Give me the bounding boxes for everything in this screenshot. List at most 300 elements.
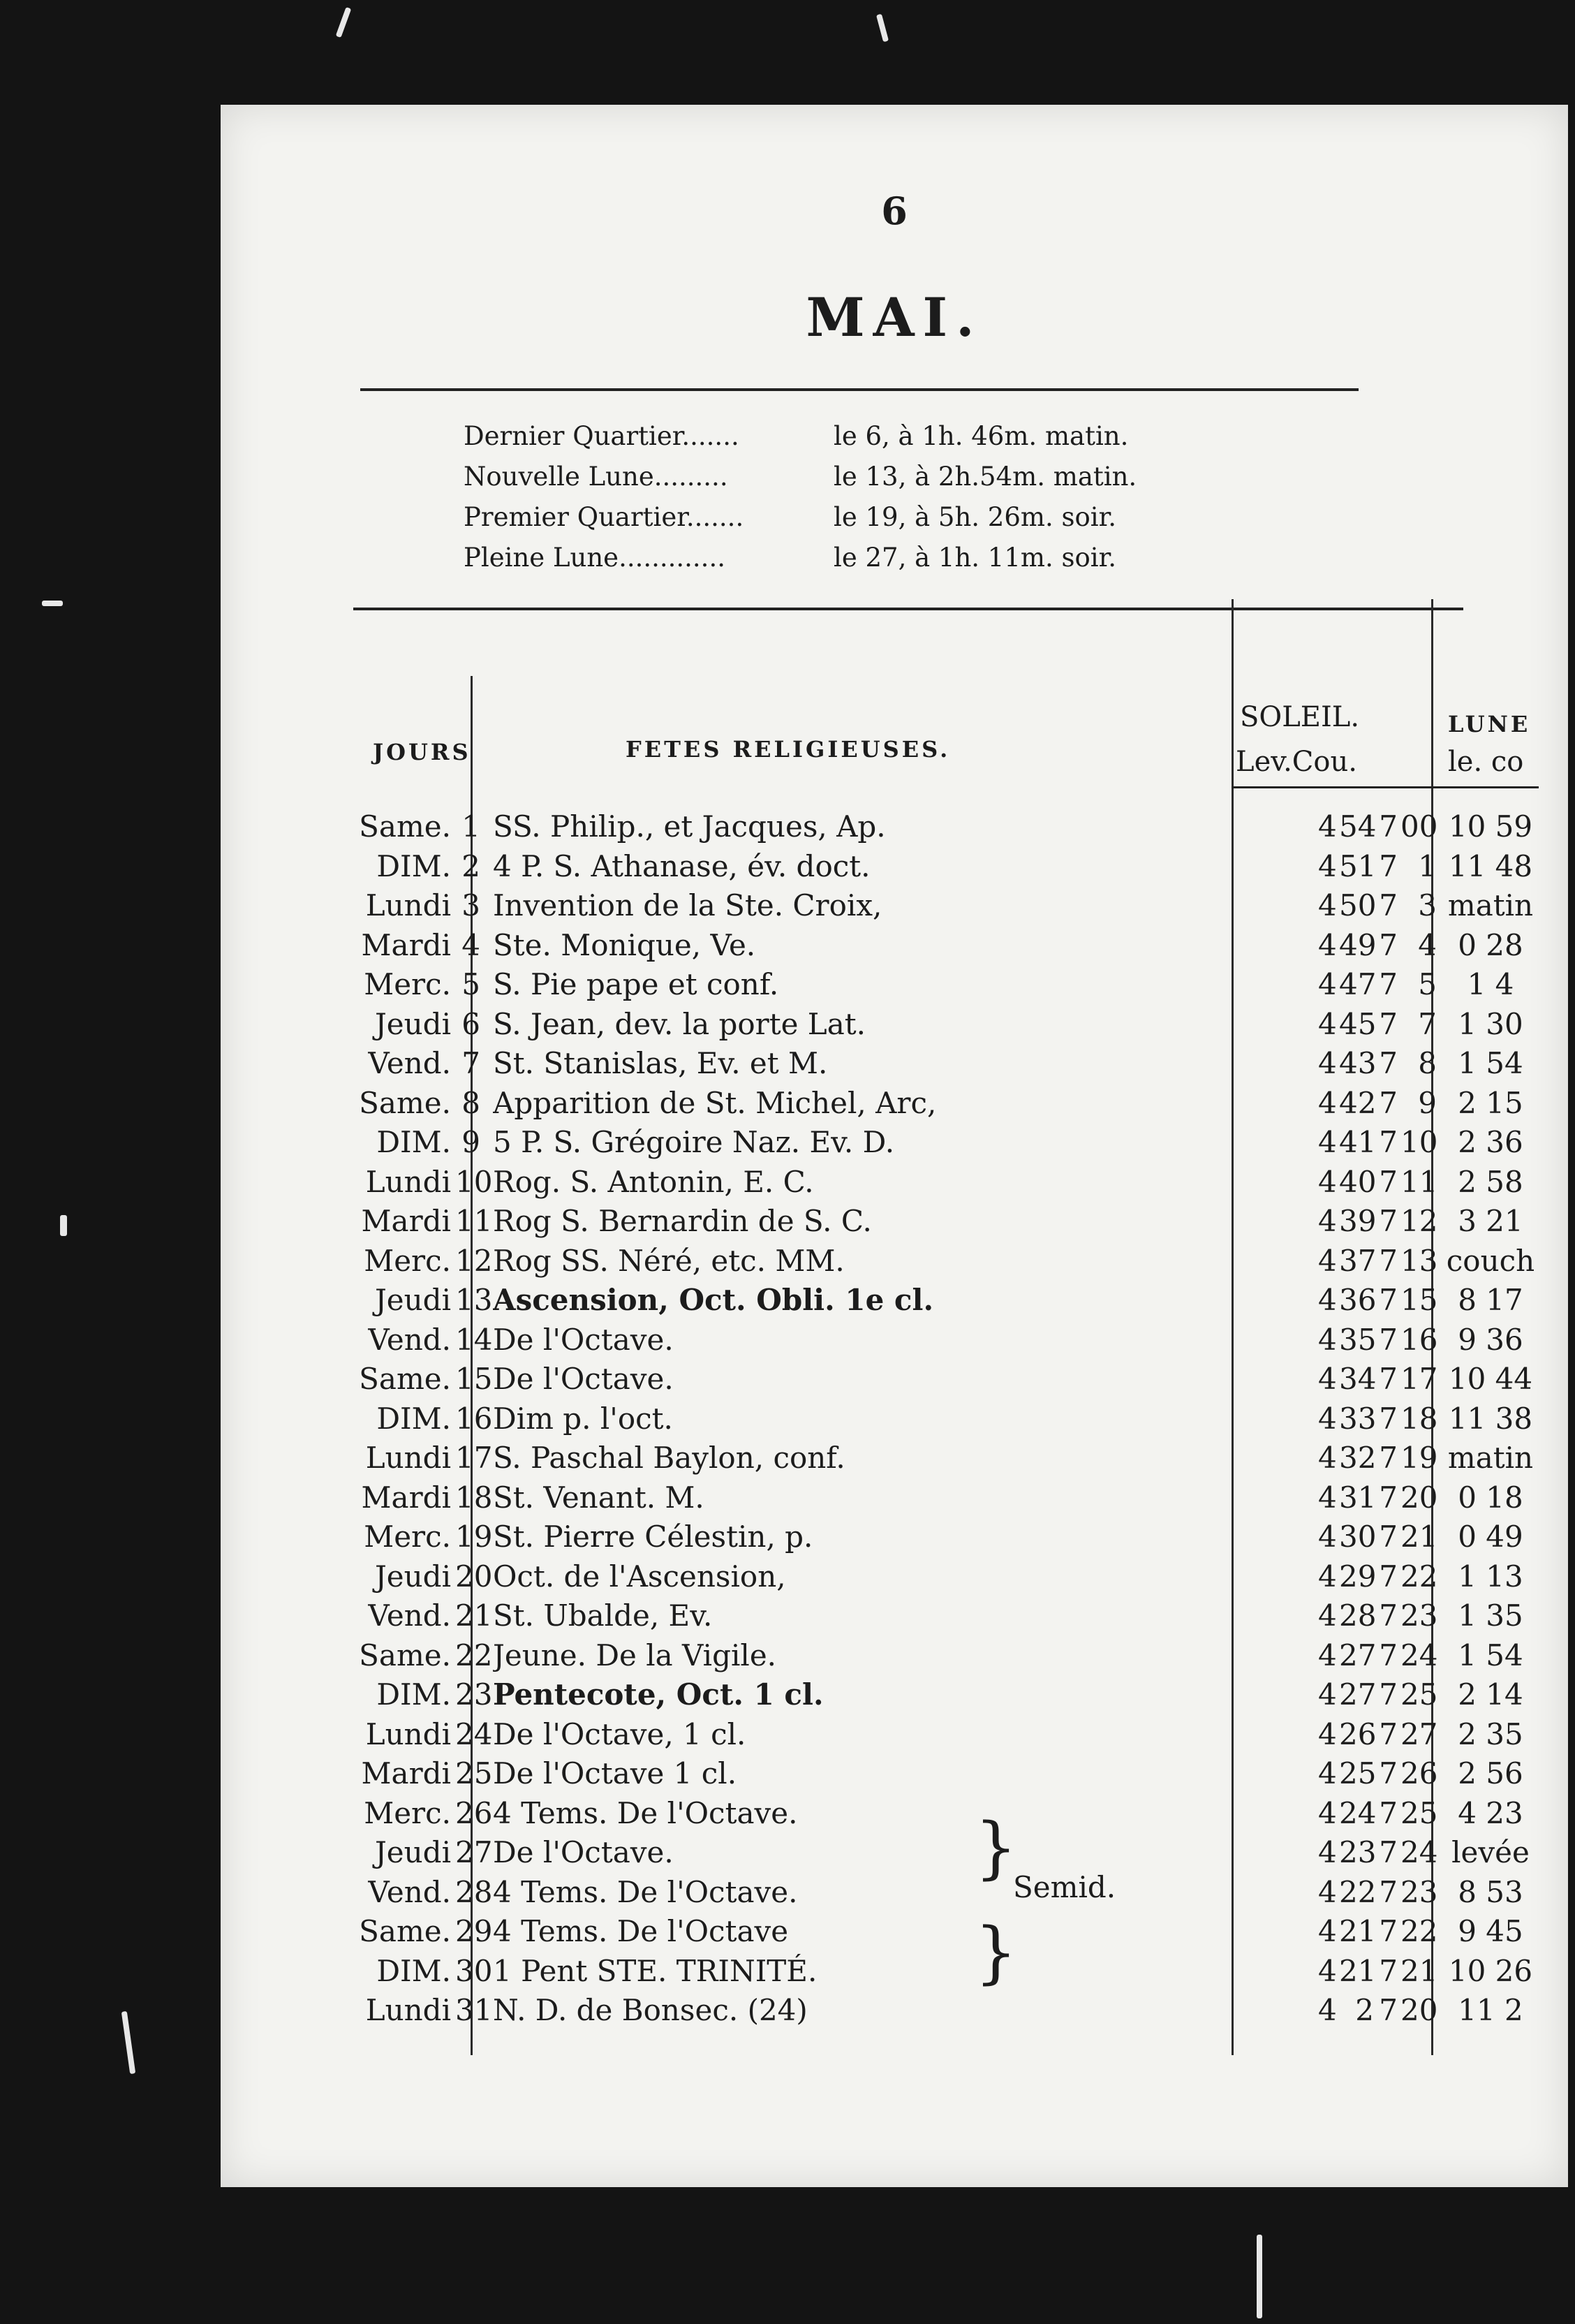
row-sunrise-minute: 30 xyxy=(1339,1520,1377,1554)
row-sunrise-hour: 4 xyxy=(1318,1795,1337,1830)
row-weekday: Jeudi xyxy=(374,1283,451,1317)
row-weekday: DIM. xyxy=(376,1125,451,1159)
row-sunrise-minute: 50 xyxy=(1339,888,1377,922)
row-day-number: 12 xyxy=(455,1243,493,1278)
row-sunrise-minute: 34 xyxy=(1339,1362,1377,1396)
row-sunrise-minute: 54 xyxy=(1339,809,1377,844)
header-rule xyxy=(1232,786,1539,788)
table-row xyxy=(353,1399,1540,1439)
row-weekday: Same. xyxy=(359,809,451,844)
moon-phase xyxy=(464,416,1137,457)
row-day-number: 16 xyxy=(455,1401,493,1436)
table-row xyxy=(353,1321,1540,1360)
row-moon-time: levée xyxy=(1451,1835,1530,1869)
row-sunrise-hour: 4 xyxy=(1318,1362,1337,1396)
row-day-number: 20 xyxy=(455,1559,493,1594)
row-feast: 5 P. S. Grégoire Naz. Ev. D. xyxy=(493,1125,895,1159)
row-sunrise-hour: 4 xyxy=(1318,1874,1337,1909)
row-moon-time: 2 58 xyxy=(1458,1164,1523,1199)
row-sunset-hour: 7 xyxy=(1379,1756,1398,1790)
row-moon-time: 2 15 xyxy=(1458,1085,1523,1120)
row-sunrise-hour: 4 xyxy=(1318,1559,1337,1594)
row-sunset-minute: 17 xyxy=(1400,1362,1438,1396)
row-sunrise-minute: 23 xyxy=(1339,1835,1377,1869)
row-sunset-minute: 8 xyxy=(1418,1046,1437,1080)
row-sunrise-hour: 4 xyxy=(1318,848,1337,883)
almanac-page xyxy=(221,105,1568,2187)
table-row xyxy=(353,1360,1540,1399)
row-day-number: 13 xyxy=(455,1283,493,1317)
row-sunset-hour: 7 xyxy=(1379,1362,1398,1396)
row-sunset-minute: 24 xyxy=(1400,1638,1438,1672)
row-feast: Pentecote, Oct. 1 cl. xyxy=(493,1677,824,1712)
row-feast: 4 Tems. De l'Octave. xyxy=(493,1795,798,1830)
row-feast: S. Paschal Baylon, conf. xyxy=(493,1441,845,1475)
row-sunrise-minute: 2 xyxy=(1355,1993,1374,2027)
row-moon-time: 10 44 xyxy=(1448,1362,1533,1396)
row-feast: Rog. S. Antonin, E. C. xyxy=(493,1164,814,1199)
row-sunrise-hour: 4 xyxy=(1318,1993,1337,2027)
moon-phase-date: le 13, à 2h.54m. matin. xyxy=(834,462,1137,492)
moon-phase-name: Nouvelle Lune......... xyxy=(464,462,728,492)
row-day-number: 21 xyxy=(455,1598,493,1633)
row-sunset-hour: 7 xyxy=(1379,1204,1398,1238)
row-feast: S. Jean, dev. la porte Lat. xyxy=(493,1006,866,1041)
row-weekday: Same. xyxy=(359,1638,451,1672)
row-feast: De l'Octave. xyxy=(493,1835,674,1869)
row-sunset-minute: 24 xyxy=(1400,1835,1438,1869)
row-weekday: Lundi xyxy=(365,1164,451,1199)
table-row xyxy=(353,1952,1540,1992)
row-moon-time: 11 48 xyxy=(1448,848,1533,883)
row-sunset-minute: 00 xyxy=(1400,809,1438,844)
row-sunset-hour: 7 xyxy=(1379,1559,1398,1594)
row-feast: SS. Philip., et Jacques, Ap. xyxy=(493,809,886,844)
row-day-number: 30 xyxy=(455,1953,493,1988)
row-day-number: 7 xyxy=(461,1046,480,1080)
moon-phase-date: le 6, à 1h. 46m. matin. xyxy=(834,421,1129,451)
table-row xyxy=(353,926,1540,966)
row-sunset-minute: 19 xyxy=(1400,1441,1438,1475)
row-feast: 4 Tems. De l'Octave xyxy=(493,1914,789,1948)
row-weekday: Vend. xyxy=(368,1322,451,1357)
row-weekday: DIM. xyxy=(376,1953,451,1988)
row-sunset-minute: 12 xyxy=(1400,1204,1438,1238)
table-row xyxy=(353,1281,1540,1321)
row-feast: Ascension, Oct. Obli. 1e cl. xyxy=(493,1283,934,1317)
row-day-number: 26 xyxy=(455,1795,493,1830)
row-sunrise-minute: 25 xyxy=(1339,1756,1377,1790)
row-moon-time: matin xyxy=(1447,1441,1534,1475)
row-sunset-minute: 27 xyxy=(1400,1716,1438,1751)
row-day-number: 6 xyxy=(461,1006,480,1041)
row-sunset-hour: 7 xyxy=(1379,1322,1398,1357)
row-weekday: Mardi xyxy=(361,1204,451,1238)
scan-speck xyxy=(1257,2235,1262,2318)
row-feast: Rog S. Bernardin de S. C. xyxy=(493,1204,872,1238)
row-sunrise-hour: 4 xyxy=(1318,1756,1337,1790)
moon-phase-name: Pleine Lune............. xyxy=(464,543,725,573)
row-sunrise-hour: 4 xyxy=(1318,1243,1337,1278)
row-sunset-minute: 22 xyxy=(1400,1559,1438,1594)
row-weekday: Merc. xyxy=(364,1795,451,1830)
row-sunrise-minute: 32 xyxy=(1339,1441,1377,1475)
row-day-number: 25 xyxy=(455,1756,493,1790)
row-sunrise-minute: 21 xyxy=(1339,1914,1377,1948)
row-sunset-hour: 7 xyxy=(1379,1874,1398,1909)
row-day-number: 17 xyxy=(455,1441,493,1475)
row-day-number: 24 xyxy=(455,1716,493,1751)
row-sunrise-hour: 4 xyxy=(1318,1125,1337,1159)
row-day-number: 31 xyxy=(455,1993,493,2027)
row-weekday: Lundi xyxy=(365,1993,451,2027)
row-sunset-hour: 7 xyxy=(1379,1480,1398,1515)
table-row xyxy=(353,1833,1540,1873)
row-sunset-hour: 7 xyxy=(1379,809,1398,844)
row-sunset-minute: 23 xyxy=(1400,1598,1438,1633)
row-sunrise-minute: 26 xyxy=(1339,1716,1377,1751)
row-day-number: 4 xyxy=(461,927,480,962)
row-sunset-hour: 7 xyxy=(1379,1520,1398,1554)
row-sunrise-hour: 4 xyxy=(1318,1835,1337,1869)
row-sunset-minute: 1 xyxy=(1418,848,1437,883)
table-row xyxy=(353,886,1540,926)
row-weekday: Lundi xyxy=(365,1716,451,1751)
row-sunset-hour: 7 xyxy=(1379,848,1398,883)
row-moon-time: 1 35 xyxy=(1458,1598,1523,1633)
row-sunrise-minute: 29 xyxy=(1339,1559,1377,1594)
row-sunset-hour: 7 xyxy=(1379,1125,1398,1159)
row-sunset-hour: 7 xyxy=(1379,1085,1398,1120)
table-row xyxy=(353,1084,1540,1124)
row-sunset-hour: 7 xyxy=(1379,1677,1398,1712)
row-feast: 4 P. S. Athanase, év. doct. xyxy=(493,848,871,883)
row-sunrise-minute: 27 xyxy=(1339,1677,1377,1712)
table-row xyxy=(353,1991,1540,2031)
month-title: MAI. xyxy=(806,286,983,348)
row-day-number: 11 xyxy=(455,1204,493,1238)
row-sunrise-minute: 42 xyxy=(1339,1085,1377,1120)
row-sunset-minute: 21 xyxy=(1400,1520,1438,1554)
row-sunset-minute: 13 xyxy=(1400,1243,1438,1278)
row-sunset-hour: 7 xyxy=(1379,1441,1398,1475)
row-sunrise-hour: 4 xyxy=(1318,1520,1337,1554)
table-row xyxy=(353,1636,1540,1676)
row-sunrise-hour: 4 xyxy=(1318,1204,1337,1238)
row-sunset-hour: 7 xyxy=(1379,1993,1398,2027)
page-number: 6 xyxy=(881,189,908,233)
row-feast: 4 Tems. De l'Octave. xyxy=(493,1874,798,1909)
row-moon-time: 8 53 xyxy=(1458,1874,1523,1909)
row-sunset-hour: 7 xyxy=(1379,1401,1398,1436)
table-row xyxy=(353,1596,1540,1636)
table-row xyxy=(353,1005,1540,1045)
row-sunset-minute: 22 xyxy=(1400,1914,1438,1948)
row-weekday: Vend. xyxy=(368,1874,451,1909)
row-weekday: Vend. xyxy=(368,1046,451,1080)
row-day-number: 15 xyxy=(455,1362,493,1396)
row-sunset-minute: 20 xyxy=(1400,1480,1438,1515)
row-day-number: 3 xyxy=(461,888,480,922)
row-day-number: 28 xyxy=(455,1874,493,1909)
semid-label: Semid. xyxy=(1013,1870,1116,1904)
row-sunrise-hour: 4 xyxy=(1318,1006,1337,1041)
row-weekday: Vend. xyxy=(368,1598,451,1633)
calendar-table xyxy=(353,599,1540,2055)
row-weekday: Mardi xyxy=(361,927,451,962)
table-row xyxy=(353,1044,1540,1084)
row-moon-time: 3 21 xyxy=(1458,1204,1523,1238)
row-sunrise-hour: 4 xyxy=(1318,1953,1337,1988)
row-moon-time: 11 38 xyxy=(1448,1401,1533,1436)
row-sunrise-minute: 47 xyxy=(1339,967,1377,1001)
row-sunset-minute: 18 xyxy=(1400,1401,1438,1436)
table-row xyxy=(353,1439,1540,1478)
row-weekday: DIM. xyxy=(376,1401,451,1436)
row-moon-time: 0 49 xyxy=(1458,1520,1523,1554)
row-sunrise-minute: 31 xyxy=(1339,1480,1377,1515)
table-row xyxy=(353,1202,1540,1242)
row-sunset-hour: 7 xyxy=(1379,1598,1398,1633)
row-sunset-hour: 7 xyxy=(1379,1953,1398,1988)
row-weekday: Mardi xyxy=(361,1756,451,1790)
row-sunset-minute: 25 xyxy=(1400,1677,1438,1712)
scan-speck xyxy=(336,7,352,38)
header-lune-sub: le. co xyxy=(1448,746,1524,778)
row-weekday: DIM. xyxy=(376,848,451,883)
row-day-number: 8 xyxy=(461,1085,480,1120)
row-weekday: Jeudi xyxy=(374,1835,451,1869)
row-sunrise-minute: 33 xyxy=(1339,1401,1377,1436)
row-sunrise-hour: 4 xyxy=(1318,1480,1337,1515)
row-moon-time: 10 59 xyxy=(1448,809,1533,844)
header-lune: LUNE xyxy=(1448,711,1531,737)
row-moon-time: 2 36 xyxy=(1458,1125,1523,1159)
row-sunset-minute: 3 xyxy=(1418,888,1437,922)
table-row xyxy=(353,1912,1540,1952)
row-sunset-hour: 7 xyxy=(1379,927,1398,962)
row-sunrise-minute: 28 xyxy=(1339,1598,1377,1633)
row-feast: St. Pierre Célestin, p. xyxy=(493,1520,813,1554)
row-day-number: 14 xyxy=(455,1322,493,1357)
row-moon-time: 11 2 xyxy=(1458,1993,1523,2027)
octave-brace-bottom: } xyxy=(975,1913,1018,1992)
row-sunrise-hour: 4 xyxy=(1318,1046,1337,1080)
row-moon-time: matin xyxy=(1447,888,1534,922)
row-sunset-minute: 16 xyxy=(1400,1322,1438,1357)
row-weekday: Mardi xyxy=(361,1480,451,1515)
header-lev-cou: Lev.Cou. xyxy=(1236,746,1357,778)
row-day-number: 10 xyxy=(455,1164,493,1199)
row-sunrise-hour: 4 xyxy=(1318,1441,1337,1475)
row-weekday: Merc. xyxy=(364,967,451,1001)
row-moon-time: 10 26 xyxy=(1448,1953,1533,1988)
row-sunrise-minute: 35 xyxy=(1339,1322,1377,1357)
row-sunrise-hour: 4 xyxy=(1318,1914,1337,1948)
row-sunrise-hour: 4 xyxy=(1318,809,1337,844)
row-feast: Apparition de St. Michel, Arc, xyxy=(493,1085,937,1120)
table-row xyxy=(353,1675,1540,1715)
row-sunset-hour: 7 xyxy=(1379,1283,1398,1317)
row-sunset-hour: 7 xyxy=(1379,1795,1398,1830)
row-sunrise-minute: 37 xyxy=(1339,1243,1377,1278)
scan-speck xyxy=(60,1215,67,1236)
calendar-rows xyxy=(353,807,1540,2031)
row-day-number: 19 xyxy=(455,1520,493,1554)
row-sunrise-hour: 4 xyxy=(1318,1598,1337,1633)
row-sunset-minute: 4 xyxy=(1418,927,1437,962)
row-day-number: 9 xyxy=(461,1125,480,1159)
row-sunset-minute: 7 xyxy=(1418,1006,1437,1041)
row-feast: N. D. de Bonsec. (24) xyxy=(493,1993,808,2027)
row-moon-time: 4 23 xyxy=(1458,1795,1523,1830)
row-moon-time: 0 28 xyxy=(1458,927,1523,962)
table-row xyxy=(353,1517,1540,1557)
row-sunrise-minute: 39 xyxy=(1339,1204,1377,1238)
row-moon-time: couch xyxy=(1446,1243,1535,1278)
row-weekday: Same. xyxy=(359,1085,451,1120)
table-row xyxy=(353,1557,1540,1597)
row-sunrise-minute: 24 xyxy=(1339,1795,1377,1830)
row-sunrise-hour: 4 xyxy=(1318,1677,1337,1712)
row-moon-time: 8 17 xyxy=(1458,1283,1523,1317)
row-moon-time: 1 54 xyxy=(1458,1638,1523,1672)
row-sunset-minute: 5 xyxy=(1418,967,1437,1001)
row-sunset-minute: 10 xyxy=(1400,1125,1438,1159)
table-row xyxy=(353,1794,1540,1834)
row-feast: Dim p. l'oct. xyxy=(493,1401,673,1436)
row-sunset-minute: 11 xyxy=(1400,1164,1438,1199)
moon-phase-date: le 27, à 1h. 11m. soir. xyxy=(834,543,1116,573)
row-sunrise-minute: 27 xyxy=(1339,1638,1377,1672)
row-sunrise-minute: 40 xyxy=(1339,1164,1377,1199)
row-feast: Invention de la Ste. Croix, xyxy=(493,888,882,922)
row-sunset-hour: 7 xyxy=(1379,1164,1398,1199)
row-day-number: 1 xyxy=(461,809,480,844)
row-moon-time: 1 13 xyxy=(1458,1559,1523,1594)
row-day-number: 29 xyxy=(455,1914,493,1948)
row-sunset-minute: 20 xyxy=(1400,1993,1438,2027)
table-row xyxy=(353,807,1540,847)
row-sunset-hour: 7 xyxy=(1379,1006,1398,1041)
row-feast: Jeune. De la Vigile. xyxy=(493,1638,777,1672)
table-row xyxy=(353,1123,1540,1163)
row-weekday: DIM. xyxy=(376,1677,451,1712)
table-row xyxy=(353,1715,1540,1755)
row-sunset-minute: 25 xyxy=(1400,1795,1438,1830)
row-day-number: 27 xyxy=(455,1835,493,1869)
row-weekday: Lundi xyxy=(365,1441,451,1475)
table-row xyxy=(353,1478,1540,1518)
row-feast: Oct. de l'Ascension, xyxy=(493,1559,786,1594)
row-sunset-hour: 7 xyxy=(1379,1243,1398,1278)
row-sunrise-minute: 43 xyxy=(1339,1046,1377,1080)
row-sunset-hour: 7 xyxy=(1379,967,1398,1001)
row-feast: Ste. Monique, Ve. xyxy=(493,927,756,962)
row-weekday: Merc. xyxy=(364,1243,451,1278)
header-soleil: SOLEIL. xyxy=(1240,701,1360,733)
row-sunrise-minute: 22 xyxy=(1339,1874,1377,1909)
row-feast: St. Stanislas, Ev. et M. xyxy=(493,1046,828,1080)
row-feast: St. Ubalde, Ev. xyxy=(493,1598,713,1633)
row-sunset-hour: 7 xyxy=(1379,888,1398,922)
scan-speck xyxy=(121,2011,135,2074)
row-sunrise-hour: 4 xyxy=(1318,1164,1337,1199)
row-day-number: 23 xyxy=(455,1677,493,1712)
row-day-number: 22 xyxy=(455,1638,493,1672)
table-row xyxy=(353,847,1540,887)
row-sunrise-hour: 4 xyxy=(1318,1716,1337,1751)
row-feast: De l'Octave 1 cl. xyxy=(493,1756,737,1790)
row-sunset-hour: 7 xyxy=(1379,1716,1398,1751)
table-row xyxy=(353,1873,1540,1913)
row-sunrise-minute: 45 xyxy=(1339,1006,1377,1041)
row-feast: Rog SS. Néré, etc. MM. xyxy=(493,1243,845,1278)
row-sunset-hour: 7 xyxy=(1379,1914,1398,1948)
row-feast: 1 Pent STE. TRINITÉ. xyxy=(493,1953,818,1988)
row-weekday: Jeudi xyxy=(374,1006,451,1041)
title-rule xyxy=(360,388,1359,391)
row-moon-time: 1 30 xyxy=(1458,1006,1523,1041)
row-sunset-minute: 9 xyxy=(1418,1085,1437,1120)
row-moon-time: 1 4 xyxy=(1467,967,1514,1001)
row-weekday: Lundi xyxy=(365,888,451,922)
row-feast: De l'Octave, 1 cl. xyxy=(493,1716,746,1751)
row-weekday: Jeudi xyxy=(374,1559,451,1594)
row-sunset-minute: 23 xyxy=(1400,1874,1438,1909)
scan-speck xyxy=(876,14,889,43)
row-sunrise-hour: 4 xyxy=(1318,967,1337,1001)
header-fetes: FETES RELIGIEUSES. xyxy=(626,736,951,763)
row-day-number: 18 xyxy=(455,1480,493,1515)
row-moon-time: 0 18 xyxy=(1458,1480,1523,1515)
row-sunrise-minute: 41 xyxy=(1339,1125,1377,1159)
moon-phase xyxy=(464,497,1137,538)
row-sunset-minute: 26 xyxy=(1400,1756,1438,1790)
moon-phase xyxy=(464,538,1137,578)
row-sunset-minute: 21 xyxy=(1400,1953,1438,1988)
row-day-number: 2 xyxy=(461,848,480,883)
row-day-number: 5 xyxy=(461,967,480,1001)
row-sunrise-hour: 4 xyxy=(1318,1322,1337,1357)
row-weekday: Same. xyxy=(359,1914,451,1948)
row-sunrise-minute: 49 xyxy=(1339,927,1377,962)
row-sunrise-hour: 4 xyxy=(1318,1283,1337,1317)
moon-phase-name: Premier Quartier....... xyxy=(464,502,744,532)
row-moon-time: 2 56 xyxy=(1458,1756,1523,1790)
table-row xyxy=(353,1163,1540,1203)
scan-speck xyxy=(42,601,63,606)
row-feast: St. Venant. M. xyxy=(493,1480,704,1515)
row-sunset-hour: 7 xyxy=(1379,1638,1398,1672)
row-sunrise-minute: 21 xyxy=(1339,1953,1377,1988)
row-sunrise-hour: 4 xyxy=(1318,1638,1337,1672)
row-sunrise-hour: 4 xyxy=(1318,1085,1337,1120)
moon-phases-list xyxy=(464,416,1137,578)
row-feast: De l'Octave. xyxy=(493,1322,674,1357)
row-sunrise-hour: 4 xyxy=(1318,888,1337,922)
row-moon-time: 2 35 xyxy=(1458,1716,1523,1751)
row-sunset-hour: 7 xyxy=(1379,1046,1398,1080)
row-weekday: Merc. xyxy=(364,1520,451,1554)
row-feast: De l'Octave. xyxy=(493,1362,674,1396)
moon-phase-name: Dernier Quartier....... xyxy=(464,421,739,451)
row-moon-time: 9 36 xyxy=(1458,1322,1523,1357)
row-weekday: Same. xyxy=(359,1362,451,1396)
row-feast: S. Pie pape et conf. xyxy=(493,967,779,1001)
table-row xyxy=(353,1754,1540,1794)
row-moon-time: 2 14 xyxy=(1458,1677,1523,1712)
